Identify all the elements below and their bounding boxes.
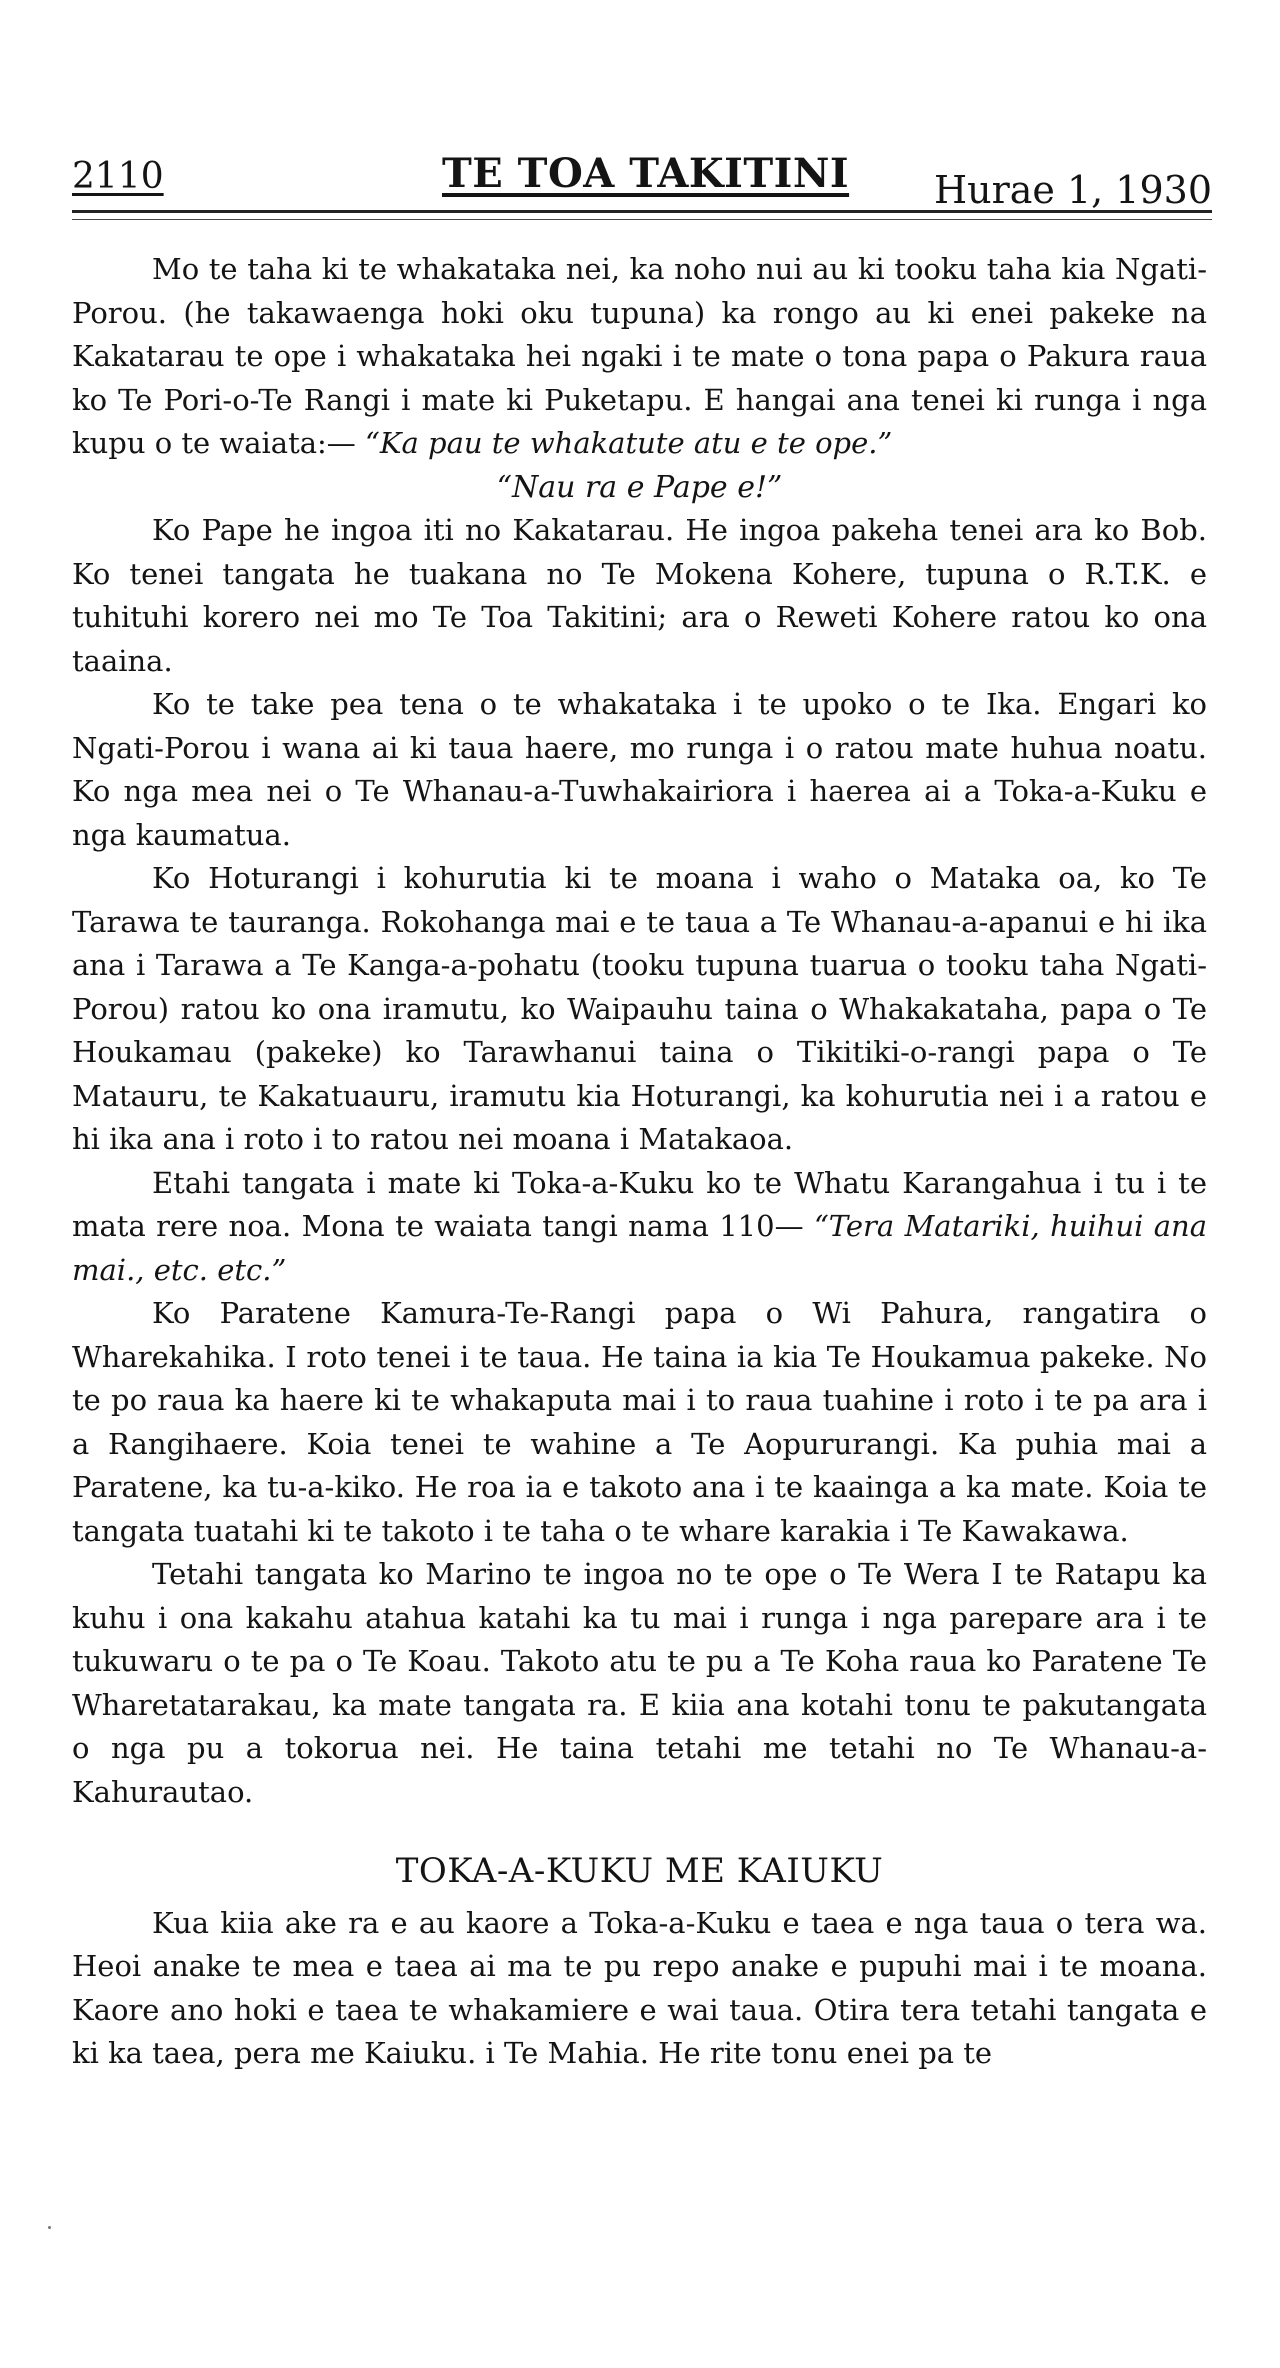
paragraph: Ko Hoturangi i kohurutia ki te moana i waho o Mataka oa, ko Te Tarawa te tauranga. Rokohanga mai e te taua a Te Whanau-a-apanui e hi ika ana i Tarawa a Te Kanga-a-pohatu (tooku tupuna tuarua o tooku taha Ngati-Porou) ratou ko ona iramutu, ko Waipauhu taina o Whakakataha, papa o Te Houkamau (pakeke) ko Tarawhanui taina o Tikitiki-o-rangi papa o Te Matauru, te Kakatuauru, iramutu kia Hoturangi, ka kohurutia nei i a ratou e hi ika ana i roto i to ratou nei moana i Matakaoa. [72,861,1207,1156]
paragraph: Tetahi tangata ko Marino te ingoa no te ope o Te Wera I te Ratapu ka kuhu i ona kakahu atahua katahi ka tu mai i runga i nga parepare ara i te tukuwaru o te pa o Te Koau. Takoto atu te pu a Te Koha raua ko Paratene Te Wharetatarakau, ka mate tangata ra. E kiia ana kotahi tonu te pakutangata o nga pu a tokorua nei. He taina tetahi me tetahi no Te Whanau-a-Kahurautao. [72,1557,1207,1809]
print-speck [48,2226,51,2229]
header-rule-thin [72,219,1212,220]
centered-quote: “Nau ra e Pape e!” [496,469,783,505]
italic-quote: “Tera Matariki, huihui ana mai., etc. etc.” [72,1209,1207,1287]
publication-title: TE TOA TAKITINI [442,150,850,197]
paragraph: Kua kiia ake ra e au kaore a Toka-a-Kuku e taea e nga taua o tera wa. Heoi anake te mea e taea ai ma te pu repo anake e pupuhi mai i te moana. Kaore ano hoki e taea te whakamiere e wai taua. Otira tera tetahi tangata e ki ka taea, pera me Kaiuku. i Te Mahia. He rite tonu enei pa te [72,1905,1207,2070]
paragraph-text: Mo te taha ki te whakataka nei, ka noho nui au ki tooku taha kia Ngati-Porou. (he takawaenga hoki oku tupuna) ka rongo au ki enei pakeke na Kakatarau te ope i whakataka hei ngaki i te mate o tona papa o Pakura raua ko Te Pori-o-Te Rangi i mate ki Puketapu. E hangai ana tenei ki runga i nga kupu o te waiata:— [72,252,1207,460]
article-body [72,248,1207,2076]
paragraph [72,248,1207,466]
paragraph: Ko Paratene Kamura-Te-Rangi papa o Wi Pahura, rangatira o Wharekahika. I roto tenei i te taua. He taina ia kia Te Houkamua pakeke. No te po raua ka haere ki te whakaputa mai i to raua tuahine i roto i te pa ara i a Rangihaere. Koia tenei te wahine a Te Aopururangi. Ka puhia mai a Paratene, ka tu-a-kiko. He roa ia e takoto ana i te kaainga a ka mate. Koia te tangata tuatahi ki te takoto i te taha o te whare karakia i Te Kawakawa. [72,1296,1207,1548]
page-header [72,150,1212,210]
page-number: 2110 [72,156,164,197]
header-rule-thick [72,210,1212,213]
italic-quote: “Ka pau te whakatute atu e te ope.” [365,426,893,460]
paragraph [72,1162,1207,1293]
section-heading: TOKA-A-KUKU ME KAIUKU [395,1851,884,1891]
issue-date: Hurae 1, 1930 [933,168,1212,212]
paragraph: Ko Pape he ingoa iti no Kakatarau. He ingoa pakeha tenei ara ko Bob. Ko tenei tangata he tuakana no Te Mokena Kohere, tupuna o R.T.K. e tuhituhi korero nei mo Te Toa Takitini; ara o Reweti Kohere ratou ko ona taaina. [72,513,1207,678]
paragraph: Ko te take pea tena o te whakataka i te upoko o te Ika. Engari ko Ngati-Porou i wana ai ki taua haere, mo runga i o ratou mate huhua noatu. Ko nga mea nei o Te Whanau-a-Tuwhakairiora i haerea ai a Toka-a-Kuku e nga kaumatua. [72,687,1207,852]
paragraph-text: Etahi tangata i mate ki Toka-a-Kuku ko te Whatu Karangahua i tu i te mata rere noa. Mona te waiata tangi nama 110— [72,1165,1207,1243]
